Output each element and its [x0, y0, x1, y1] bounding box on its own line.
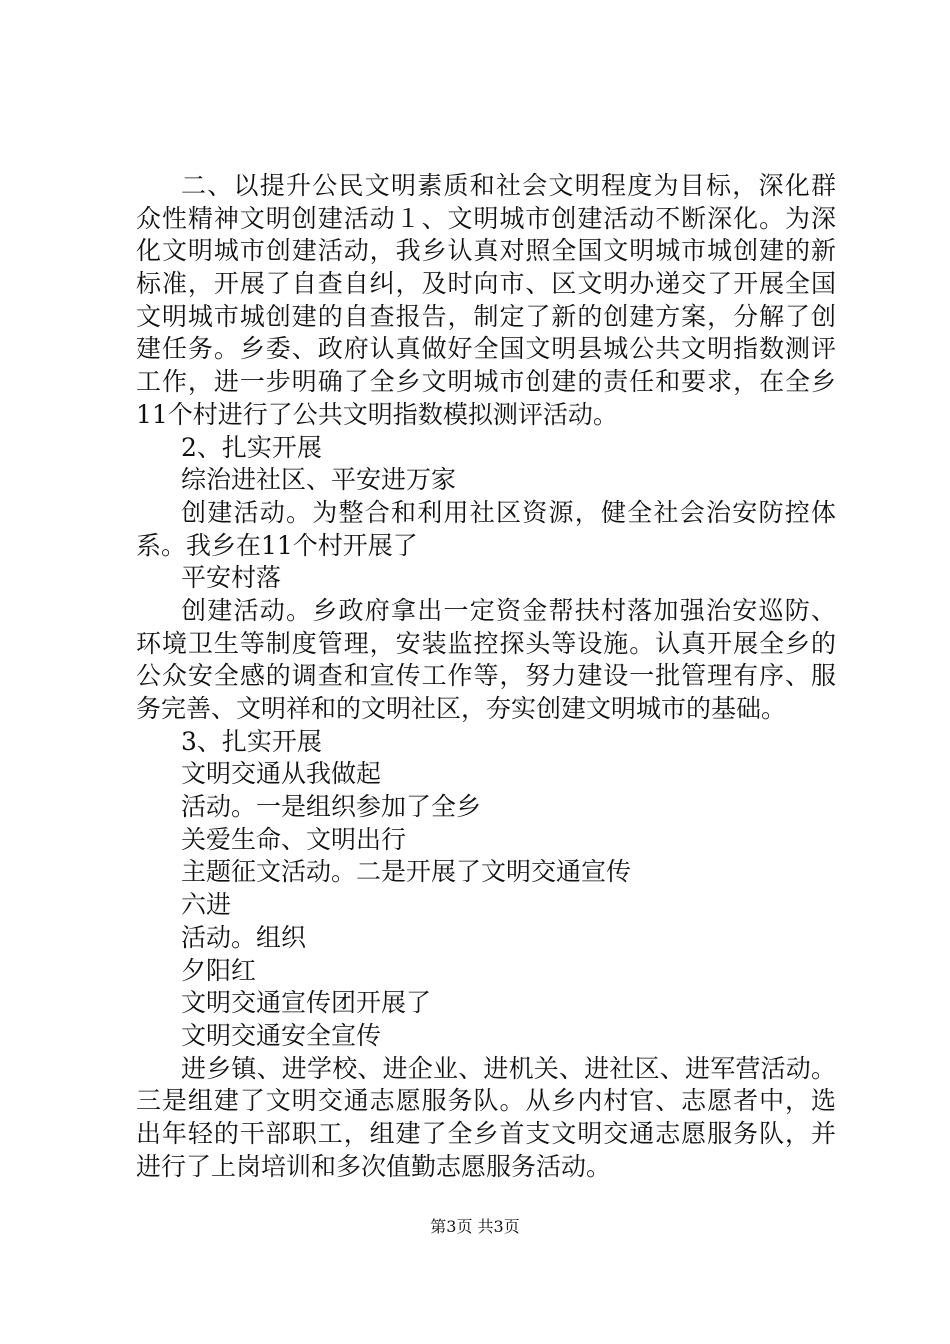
paragraph-line: 活动。一是组织参加了全乡: [181, 792, 482, 822]
paragraph-line: 11个村进行了公共文明指数模拟测评活动。: [136, 399, 618, 429]
paragraph-line: 文明交通安全宣传: [181, 1020, 382, 1050]
paragraph-line: 主题征文活动。二是开展了文明交通宣传: [181, 857, 632, 887]
paragraph-line: 3、扎实开展: [181, 726, 322, 756]
paragraph-line: 活动。组织: [181, 922, 307, 952]
paragraph-line: 创建活动。乡政府拿出一定资金帮扶村落加强治安巡防、: [181, 595, 836, 625]
paragraph-line: 环境卫生等制度管理，安装监控探头等设施。认真开展全乡的: [136, 628, 836, 658]
paragraph-line: 公众安全感的调查和宣传工作等，努力建设一批管理有序、服: [136, 661, 836, 691]
paragraph-line: 文明交通从我做起: [181, 759, 382, 789]
paragraph-line: 进行了上岗培训和多次值勤志愿服务活动。: [136, 1151, 612, 1181]
paragraph-line: 务完善、文明祥和的文明社区，夯实创建文明城市的基础。: [136, 694, 787, 723]
paragraph-line: 二、以提升公民文明素质和社会文明程度为目标，深化群: [181, 171, 836, 200]
paragraph-line: 工作，进一步明确了全乡文明城市创建的责任和要求，在全乡: [136, 367, 836, 397]
paragraph-line: 平安村落: [181, 563, 282, 593]
paragraph-line: 建任务。乡委、政府认真做好全国文明县城公共文明指数测评: [136, 334, 836, 364]
paragraph-line: 出年轻的干部职工，组建了全乡首支文明交通志愿服务队，并: [136, 1118, 836, 1148]
paragraph-line: 创建活动。为整合和利用社区资源，健全社会治安防控体: [181, 497, 836, 527]
paragraph-line: 三是组建了文明交通志愿服务队。从乡内村官、志愿者中，选: [136, 1086, 836, 1116]
paragraph-line: 众性精神文明创建活动１、文明城市创建活动不断深化。为深: [136, 203, 836, 233]
paragraph-line: 文明交通宣传团开展了: [181, 988, 432, 1018]
paragraph-line: 系。我乡在11个村开展了: [136, 530, 418, 560]
paragraph-line: 进乡镇、进学校、进企业、进机关、进社区、进军营活动。: [181, 1053, 836, 1083]
paragraph-line: 2、扎实开展: [181, 432, 322, 462]
paragraph-line: 综治进社区、平安进万家: [181, 465, 457, 495]
paragraph-line: 标准，开展了自查自纠，及时向市、区文明办递交了开展全国: [136, 269, 836, 299]
paragraph-line: 文明城市城创建的自查报告，制定了新的创建方案，分解了创: [136, 301, 836, 331]
paragraph-line: 化文明城市创建活动，我乡认真对照全国文明城市城创建的新: [136, 236, 836, 266]
paragraph-line: 关爱生命、文明出行: [181, 824, 407, 854]
page-footer: 第3页 共3页: [430, 1217, 520, 1236]
paragraph-line: 夕阳红: [181, 955, 257, 985]
paragraph-line: 六进: [181, 890, 232, 920]
document-body: [136, 170, 836, 1183]
